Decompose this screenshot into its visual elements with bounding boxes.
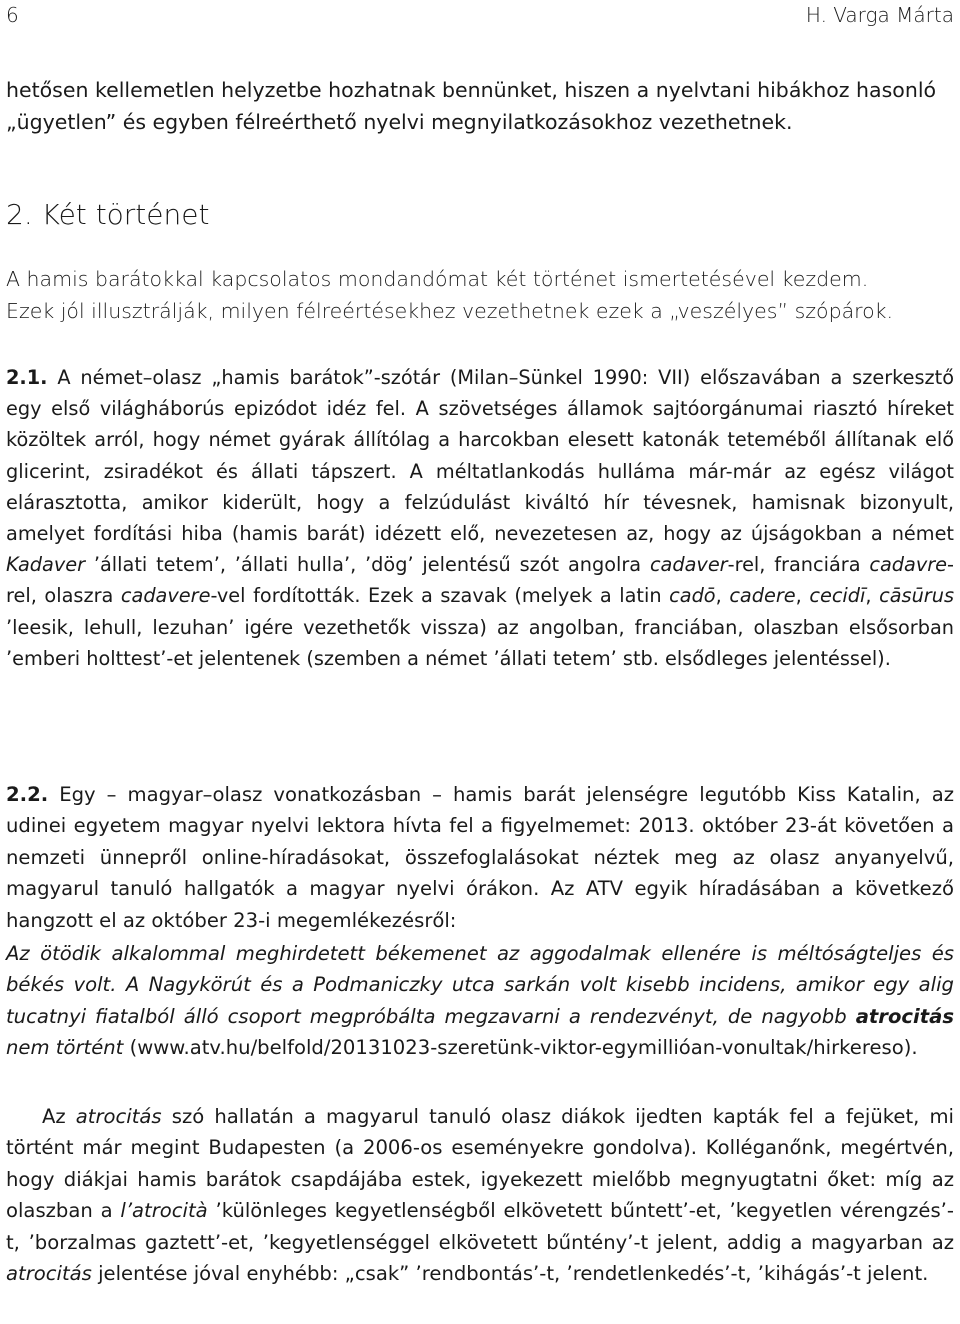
running-author: H. Varga Márta <box>805 3 954 27</box>
section-intro <box>6 263 954 327</box>
term-cecidi: cecidī <box>809 584 866 608</box>
quote-text: Az ötödik alkalommal meghirdetett békemenet az aggodalmak ellenére is méltóságteljes és békés volt. A Nagykörút és a Podmaniczky utca sarkán volt kisebb incidens, amikor egy alig tucatnyi fiatalból álló csoport megpróbálta megzavarni a rendezvényt, de nagyobb <box>6 942 954 1028</box>
separator: , <box>715 584 730 608</box>
story-1-text: -rel, franciára <box>727 553 870 577</box>
term-casurus: cāsūrus <box>879 584 954 608</box>
quote-text: nem történt <box>6 1036 124 1060</box>
separator: , <box>795 584 810 608</box>
term-cadavre: cadavre <box>869 553 948 577</box>
story-1-text: A német–olasz „hamis barátok”-szótár (Milan–Sünkel 1990: VII) előszavában a szerkesztő egy első világháborús epizódot idéz fel. A szövetséges államok sajtóorgánumai riasztó híreket közöltek arról, hogy német gyárak állítólag a harcokban elesett katonák teteméből állítanak elő glicerint, zsiradékot és állati tápszert. A méltatlankodás hulláma már-már az egész világot elárasztotta, amikor kiderült, hogy a felzúdulást kiváltó hír tévesnek, hamisnak bizonyult, amelyet fordítási hiba (hamis barát) idézett elő, nevezetesen az, hogy az újságokban a német <box>6 366 954 546</box>
term-cadaver: cadaver <box>649 553 728 577</box>
page-number: 6 <box>6 3 19 27</box>
term-kadaver: Kadaver <box>6 553 86 577</box>
story-1-paragraph <box>6 362 954 674</box>
term-atrocitas-2: atrocitás <box>6 1262 92 1286</box>
quote-source: (www.atv.hu/belfold/20131023-szeretünk-viktor-egymillióan-vonultak/hirkereso). <box>123 1036 918 1060</box>
term-latrocita: l’atrocità <box>120 1199 208 1223</box>
story-3-paragraph <box>6 1101 954 1289</box>
term-atrocitas-quote: atrocitás <box>855 1004 954 1028</box>
story-2-label: 2.2. <box>6 783 49 806</box>
separator: , <box>865 584 880 608</box>
news-quote <box>6 938 954 1064</box>
continued-line-1: hetősen kellemetlen helyzetbe hozhatnak bennünket, hiszen a nyelvtani hibákhoz hasonló <box>6 78 937 102</box>
story-2-paragraph <box>6 779 954 936</box>
story-1-text: ’leesik, lehull, lezuhan’ igére vezethetők vissza) az angolban, franciában, olaszban elsősorban ’emberi holttest’-et jelentenek (szemben a német ’állati tetem’ stb. elsődleges jelentéssel). <box>6 615 954 670</box>
story-3-text: Az <box>42 1105 76 1128</box>
story-3-text: jelentése jóval enyhébb: „csak” ’rendbontás’-t, ’rendetlenkedés’-t, ’kihágás’-t jelent. <box>91 1262 929 1286</box>
running-header <box>6 2 954 28</box>
term-cadavere: cadavere <box>120 584 211 608</box>
continued-line-2: „ügyetlen” és egyben félreérthető nyelvi megnyilatkozásokhoz vezethetnek. <box>6 110 793 134</box>
story-3-text: szó hallatán a magyarul tanuló olasz diákok ijedten kapták fel a fejüket, mi történt már megint Budapesten (a 2006-os eseményekre gondolva). Kolléganőnk, megértvén, hogy diákjai hamis barátok csapdájába estek, igyekezett mielőbb megnyugtatni őket: míg az olaszban a <box>6 1105 955 1223</box>
story-1-text: -rel, olaszra <box>6 553 954 608</box>
story-3-text: ’különleges kegyetlenségből elkövetett bűntett’-et, ’kegyetlen vérengzés’-t, ’borzalmas gaztett’-et, ’kegyetlenséggel elkövetett bűntény’-t jelent, addig a magyarban az <box>6 1199 954 1254</box>
story-2-text: Egy – magyar–olasz vonatkozásban – hamis barát jelenségre legutóbb Kiss Katalin, az udinei egyetem magyar nyelvi lektora hívta fel a figyelmemet: 2013. október 23-át követően a nemzeti ünnepről online-híradásokat, összefoglalásokat néztek meg az olasz anyanyelvű, magyarul tanuló hallgatók a magyar nyelvi órákon. Az ATV egyik híradásában a következő hangzott el az október 23-i megemlékezésről: <box>6 783 954 932</box>
section-heading: 2. Két történet <box>6 198 210 231</box>
term-atrocitas: atrocitás <box>75 1105 162 1128</box>
story-1-text: -vel fordították. Ezek a szavak (melyek a latin <box>210 584 670 608</box>
continued-paragraph <box>6 74 954 138</box>
term-cado: cadō <box>669 584 716 608</box>
intro-line-2: Ezek jól illusztrálják, milyen félreértésekhez vezethetnek ezek a „veszélyes” szópárok. <box>6 299 894 323</box>
story-1-label: 2.1. <box>6 366 48 389</box>
term-cadere: cadere <box>729 584 796 608</box>
intro-line-1: A hamis barátokkal kapcsolatos mondandómat két történet ismertetésével kezdem. <box>6 267 869 291</box>
story-1-text: ’állati tetem’, ’állati hulla’, ’dög’ jelentésű szót angolra <box>85 553 650 577</box>
